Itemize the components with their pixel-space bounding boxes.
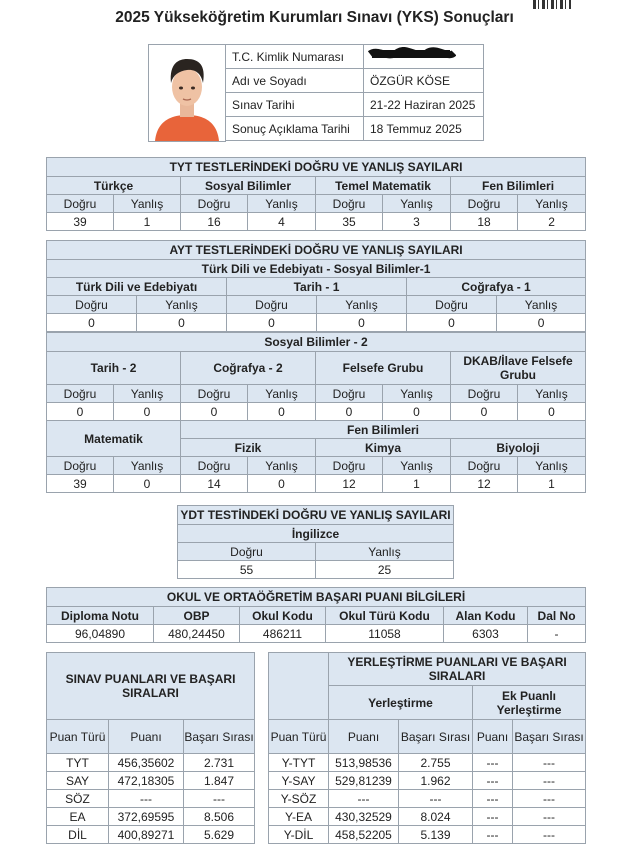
rank-value: ---	[399, 790, 473, 808]
dogru-label: Doğru	[316, 457, 383, 475]
score-value: 513,98536	[329, 754, 399, 772]
score-type: Y-SAY	[269, 772, 329, 790]
rank-value: 1.847	[184, 772, 255, 790]
score-value: ---	[109, 790, 184, 808]
ayt-group1-header: Türk Dili ve Edebiyatı - Sosyal Bilimler-1	[47, 260, 586, 278]
score-type: EA	[47, 808, 109, 826]
bonus-rank-value: ---	[513, 826, 586, 844]
fen-header: Fen Bilimleri	[181, 421, 586, 439]
yanlis-value: 2	[518, 213, 586, 231]
ydt-language: İngilizce	[178, 525, 454, 543]
dogru-value: 0	[47, 403, 114, 421]
ydt-table	[177, 505, 454, 579]
yanlis-value: 0	[248, 403, 316, 421]
ayt-table-group2	[46, 332, 586, 493]
bonus-score-value: ---	[473, 772, 513, 790]
rank-value: 2.755	[399, 754, 473, 772]
yanlis-label: Yanlış	[383, 195, 451, 213]
dogru-label: Doğru	[316, 385, 383, 403]
score-value: ---	[329, 790, 399, 808]
yanlis-label: Yanlış	[383, 457, 451, 475]
score-type: Y-EA	[269, 808, 329, 826]
test-name: Coğrafya - 2	[181, 352, 316, 385]
test-name: Kimya	[316, 439, 451, 457]
obp-column-header: Okul Kodu	[240, 607, 326, 625]
yanlis-value: 1	[518, 475, 586, 493]
yanlis-label: Yanlış	[248, 457, 316, 475]
yanlis-label: Yanlış	[114, 457, 181, 475]
ayt-table-group1	[46, 240, 586, 332]
yanlis-label: Yanlış	[383, 385, 451, 403]
test-name: Coğrafya - 1	[407, 278, 586, 296]
test-name: Türk Dili ve Edebiyatı	[47, 278, 227, 296]
yanlis-value: 1	[114, 213, 181, 231]
yanlis-value: 0	[248, 475, 316, 493]
yanlis-value: 0	[114, 475, 181, 493]
score-value: 472,18305	[109, 772, 184, 790]
dogru-value: 0	[407, 314, 497, 332]
dogru-label: Doğru	[181, 195, 248, 213]
yanlis-label: Yanlış	[518, 385, 586, 403]
score-type: SÖZ	[47, 790, 109, 808]
score-value: 372,69595	[109, 808, 184, 826]
info-value: 21-22 Haziran 2025	[364, 93, 484, 117]
yanlis-value: 0	[518, 403, 586, 421]
info-label: Adı ve Soyadı	[226, 69, 364, 93]
yanlis-value: 3	[383, 213, 451, 231]
info-row	[226, 69, 484, 93]
obp-value: 96,04890	[47, 625, 154, 643]
info-row	[226, 93, 484, 117]
dogru-value: 0	[47, 314, 137, 332]
obp-header: OKUL VE ORTAÖĞRETİM BAŞARI PUANI BİLGİLERİ	[47, 588, 586, 607]
yanlis-value: 25	[316, 561, 454, 579]
placement-blank-cell	[269, 653, 329, 720]
dogru-label: Doğru	[451, 385, 518, 403]
obp-value: 480,24450	[154, 625, 240, 643]
dogru-value: 35	[316, 213, 383, 231]
dogru-value: 12	[451, 475, 518, 493]
yanlis-label: Yanlış	[518, 457, 586, 475]
score-value: 529,81239	[329, 772, 399, 790]
ayt-group2-header: Sosyal Bilimler - 2	[47, 333, 586, 352]
score-type: TYT	[47, 754, 109, 772]
yanlis-label: Yanlış	[114, 195, 181, 213]
obp-value: 11058	[326, 625, 444, 643]
bonus-rank-value: ---	[513, 790, 586, 808]
score-type: Y-SÖZ	[269, 790, 329, 808]
rank-value: 5.629	[184, 826, 255, 844]
exam-scores-table	[46, 652, 255, 844]
dogru-value: 18	[451, 213, 518, 231]
dogru-value: 0	[316, 403, 383, 421]
dogru-label: Doğru	[47, 296, 137, 314]
test-name: Fen Bilimleri	[451, 177, 586, 195]
placement-scores-table	[268, 652, 586, 844]
obp-column-header: OBP	[154, 607, 240, 625]
obp-table	[46, 587, 586, 643]
score-value: 456,35602	[109, 754, 184, 772]
dogru-value: 14	[181, 475, 248, 493]
yanlis-value: 4	[248, 213, 316, 231]
info-row	[226, 117, 484, 141]
yanlis-value: 0	[114, 403, 181, 421]
yanlis-label: Yanlış	[114, 385, 181, 403]
dogru-value: 0	[227, 314, 317, 332]
obp-column-header: Alan Kodu	[444, 607, 528, 625]
yanlis-value: 0	[137, 314, 227, 332]
yanlis-label: Yanlış	[316, 543, 454, 561]
info-label: Sonuç Açıklama Tarihi	[226, 117, 364, 141]
rank-value: 1.962	[399, 772, 473, 790]
obp-value: 486211	[240, 625, 326, 643]
bonus-score-value: ---	[473, 808, 513, 826]
score-value: 458,52205	[329, 826, 399, 844]
rank-value: 8.024	[399, 808, 473, 826]
dogru-label: Doğru	[407, 296, 497, 314]
qr-code	[533, 0, 571, 9]
placement-subheader: Ek Puanlı Yerleştirme	[473, 686, 586, 720]
test-name: Tarih - 2	[47, 352, 181, 385]
dogru-label: Doğru	[47, 195, 114, 213]
dogru-label: Doğru	[181, 457, 248, 475]
dogru-label: Doğru	[451, 457, 518, 475]
dogru-value: 39	[47, 213, 114, 231]
student-avatar-icon	[149, 45, 225, 141]
dogru-value: 0	[451, 403, 518, 421]
tyt-table	[46, 157, 586, 231]
yanlis-value: 0	[497, 314, 586, 332]
yanlis-label: Yanlış	[248, 385, 316, 403]
page-title: 2025 Yükseköğretim Kurumları Sınavı (YKS) Sonuçları	[115, 9, 514, 26]
column-header: Puanı	[109, 720, 184, 754]
info-value: 18 Temmuz 2025	[364, 117, 484, 141]
student-photo	[148, 44, 226, 142]
yanlis-label: Yanlış	[497, 296, 586, 314]
test-name: Türkçe	[47, 177, 181, 195]
yanlis-label: Yanlış	[137, 296, 227, 314]
dogru-label: Doğru	[451, 195, 518, 213]
placement-subheader: Yerleştirme	[329, 686, 473, 720]
rank-value: 2.731	[184, 754, 255, 772]
info-value: ÖZGÜR KÖSE	[364, 69, 484, 93]
exam-scores-header: SINAV PUANLARI VE BAŞARI SIRALARI	[47, 653, 255, 720]
score-value: 400,89271	[109, 826, 184, 844]
bonus-score-value: ---	[473, 826, 513, 844]
bonus-rank-value: ---	[513, 772, 586, 790]
score-type: SAY	[47, 772, 109, 790]
bonus-rank-value: ---	[513, 754, 586, 772]
bonus-rank-value: ---	[513, 808, 586, 826]
dogru-label: Doğru	[181, 385, 248, 403]
column-header: Başarı Sırası	[399, 720, 473, 754]
test-name: Temel Matematik	[316, 177, 451, 195]
obp-value: -	[528, 625, 586, 643]
bonus-score-value: ---	[473, 754, 513, 772]
yanlis-value: 0	[317, 314, 407, 332]
dogru-value: 55	[178, 561, 316, 579]
column-header: Puanı	[329, 720, 399, 754]
dogru-value: 39	[47, 475, 114, 493]
dogru-label: Doğru	[227, 296, 317, 314]
score-type: Y-TYT	[269, 754, 329, 772]
rank-value: 5.139	[399, 826, 473, 844]
test-name: Sosyal Bilimler	[181, 177, 316, 195]
yanlis-label: Yanlış	[518, 195, 586, 213]
dogru-value: 12	[316, 475, 383, 493]
test-name: Felsefe Grubu	[316, 352, 451, 385]
column-header: Puan Türü	[47, 720, 109, 754]
yanlis-value: 1	[383, 475, 451, 493]
test-name: Fizik	[181, 439, 316, 457]
redaction-scribble	[368, 47, 456, 61]
score-value: 430,32529	[329, 808, 399, 826]
column-header: Puan Türü	[269, 720, 329, 754]
dogru-value: 0	[181, 403, 248, 421]
column-header: Başarı Sırası	[184, 720, 255, 754]
obp-column-header: Diploma Notu	[47, 607, 154, 625]
dogru-label: Doğru	[178, 543, 316, 561]
obp-value: 6303	[444, 625, 528, 643]
rank-value: 8.506	[184, 808, 255, 826]
column-header: Başarı Sırası	[513, 720, 586, 754]
info-label: T.C. Kimlik Numarası	[226, 45, 364, 69]
test-name: DKAB/İlave Felsefe Grubu	[451, 352, 586, 385]
dogru-label: Doğru	[47, 385, 114, 403]
test-name: Matematik	[47, 421, 181, 457]
ydt-header: YDT TESTİNDEKİ DOĞRU VE YANLIŞ SAYILARI	[178, 506, 454, 525]
bonus-score-value: ---	[473, 790, 513, 808]
score-type: DİL	[47, 826, 109, 844]
column-header: Puanı	[473, 720, 513, 754]
rank-value: ---	[184, 790, 255, 808]
ayt-header: AYT TESTLERİNDEKİ DOĞRU VE YANLIŞ SAYILARI	[47, 241, 586, 260]
info-label: Sınav Tarihi	[226, 93, 364, 117]
dogru-label: Doğru	[47, 457, 114, 475]
placement-scores-header: YERLEŞTİRME PUANLARI VE BAŞARI SIRALARI	[329, 653, 586, 686]
dogru-value: 16	[181, 213, 248, 231]
yanlis-value: 0	[383, 403, 451, 421]
yanlis-label: Yanlış	[248, 195, 316, 213]
dogru-label: Doğru	[316, 195, 383, 213]
obp-column-header: Dal No	[528, 607, 586, 625]
obp-column-header: Okul Türü Kodu	[326, 607, 444, 625]
yanlis-label: Yanlış	[317, 296, 407, 314]
test-name: Tarih - 1	[227, 278, 407, 296]
test-name: Biyoloji	[451, 439, 586, 457]
score-type: Y-DİL	[269, 826, 329, 844]
tyt-header: TYT TESTLERİNDEKİ DOĞRU VE YANLIŞ SAYILARI	[47, 158, 586, 177]
